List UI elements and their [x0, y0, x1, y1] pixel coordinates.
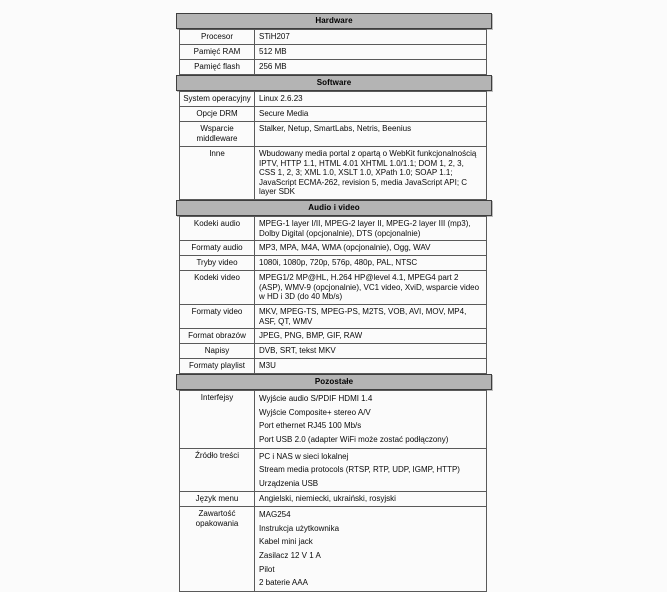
pozostale-rows — [179, 390, 487, 592]
row-value: 1080i, 1080p, 720p, 576p, 480p, PAL, NTSC — [255, 256, 487, 271]
row-label: Formaty playlist — [180, 359, 255, 374]
row-wsparcie-middleware — [180, 122, 487, 147]
row-value — [255, 448, 487, 492]
row-value: Wbudowany media portal z opartą o WebKit funkcjonalnością IPTV, HTTP 1.1, HTML 4.01 XHTML 1.0/1.1; DOM 1, 2, 3, CSS 1, 2, 3; XML 1.0, XSLT 1.0, XPath 1.0; SOAP 1.1; JavaScript ECMA-262, revision 5, media JavaScript API; C layer SDK — [255, 147, 487, 200]
row-value: JPEG, PNG, BMP, GIF, RAW — [255, 329, 487, 344]
row-inne — [180, 147, 487, 200]
row-label: Tryby video — [180, 256, 255, 271]
row-format-obrazow — [180, 329, 487, 344]
row-jezyk-menu — [180, 492, 487, 507]
row-value: MP3, MPA, M4A, WMA (opcjonalnie), Ogg, WAV — [255, 241, 487, 256]
row-label: Inne — [180, 147, 255, 200]
section-software — [176, 75, 492, 200]
audio-video-rows — [179, 216, 487, 374]
value-line: Stream media protocols (RTSP, RTP, UDP, IGMP, HTTP) — [259, 465, 460, 475]
row-label: Formaty video — [180, 304, 255, 328]
software-rows — [179, 91, 487, 200]
row-label: Kodeki video — [180, 271, 255, 305]
row-kodeki-audio — [180, 216, 487, 240]
value-line: Kabel mini jack — [259, 537, 313, 547]
row-value: Angielski, niemiecki, ukraiński, rosyjski — [255, 492, 487, 507]
row-label: Napisy — [180, 344, 255, 359]
row-formaty-audio — [180, 241, 487, 256]
row-label: Kodeki audio — [180, 216, 255, 240]
section-hardware — [176, 13, 492, 75]
value-line: Wyjście Composite+ stereo A/V — [259, 407, 371, 417]
value-line: Pilot — [259, 564, 275, 574]
value-line: Instrukcja użytkownika — [259, 523, 340, 533]
section-pozostale — [176, 374, 492, 592]
row-opcje-drm — [180, 107, 487, 122]
value-line: Port USB 2.0 (adapter WiFi może zostać podłączony) — [259, 434, 449, 444]
spec-table — [176, 13, 492, 592]
value-line: MAG254 — [259, 510, 291, 520]
row-value: Stalker, Netup, SmartLabs, Netris, Beenius — [255, 122, 487, 147]
value-line: 2 baterie AAA — [259, 578, 308, 588]
row-value: 256 MB — [255, 60, 487, 75]
section-header-hardware: Hardware — [176, 13, 492, 29]
row-value: STiH207 — [255, 30, 487, 45]
row-label: Zawartość opakowania — [180, 507, 255, 592]
row-label: Język menu — [180, 492, 255, 507]
row-value — [255, 507, 487, 592]
row-value — [255, 391, 487, 448]
value-line: Urządzenia USB — [259, 478, 319, 488]
row-value: MKV, MPEG-TS, MPEG-PS, M2TS, VOB, AVI, MOV, MP4, ASF, QT, WMV — [255, 304, 487, 328]
row-label: Wsparcie middleware — [180, 122, 255, 147]
row-value: MPEG1/2 MP@HL, H.264 HP@level 4.1, MPEG4 part 2 (ASP), WMV-9 (opcjonalnie), VC1 video, XviD, wsparcie video w HD i 3D (do 40 Mb/s) — [255, 271, 487, 305]
row-zawartosc-opakowania — [180, 507, 487, 592]
value-line: Zasilacz 12 V 1 A — [259, 551, 321, 561]
row-procesor — [180, 30, 487, 45]
section-header-software: Software — [176, 75, 492, 91]
row-label: Format obrazów — [180, 329, 255, 344]
row-label: Pamięć RAM — [180, 45, 255, 60]
row-value: Linux 2.6.23 — [255, 92, 487, 107]
row-tryby-video — [180, 256, 487, 271]
row-system-operacyjny — [180, 92, 487, 107]
row-value: Secure Media — [255, 107, 487, 122]
value-line: Port ethernet RJ45 100 Mb/s — [259, 421, 362, 431]
section-header-audio-video: Audio i video — [176, 200, 492, 216]
row-label: Procesor — [180, 30, 255, 45]
row-kodeki-video — [180, 271, 487, 305]
row-label: System operacyjny — [180, 92, 255, 107]
hardware-rows — [179, 29, 487, 75]
section-audio-video — [176, 200, 492, 374]
row-label: Źródło treści — [180, 448, 255, 492]
row-formaty-video — [180, 304, 487, 328]
row-label: Formaty audio — [180, 241, 255, 256]
row-pamiec-ram — [180, 45, 487, 60]
row-label: Opcje DRM — [180, 107, 255, 122]
row-zrodlo-tresci — [180, 448, 487, 492]
row-value: M3U — [255, 359, 487, 374]
row-pamiec-flash — [180, 60, 487, 75]
row-value: DVB, SRT, tekst MKV — [255, 344, 487, 359]
row-value: MPEG-1 layer I/II, MPEG-2 layer II, MPEG-2 layer III (mp3), Dolby Digital (opcjonalnie), DTS (opcjonalnie) — [255, 216, 487, 240]
row-interfejsy — [180, 391, 487, 448]
row-formaty-playlist — [180, 359, 487, 374]
value-line: Wyjście audio S/PDIF HDMI 1.4 — [259, 394, 373, 404]
row-value: 512 MB — [255, 45, 487, 60]
value-line: PC i NAS w sieci lokalnej — [259, 451, 349, 461]
row-label: Pamięć flash — [180, 60, 255, 75]
section-header-pozostale: Pozostałe — [176, 374, 492, 390]
row-label: Interfejsy — [180, 391, 255, 448]
row-napisy — [180, 344, 487, 359]
